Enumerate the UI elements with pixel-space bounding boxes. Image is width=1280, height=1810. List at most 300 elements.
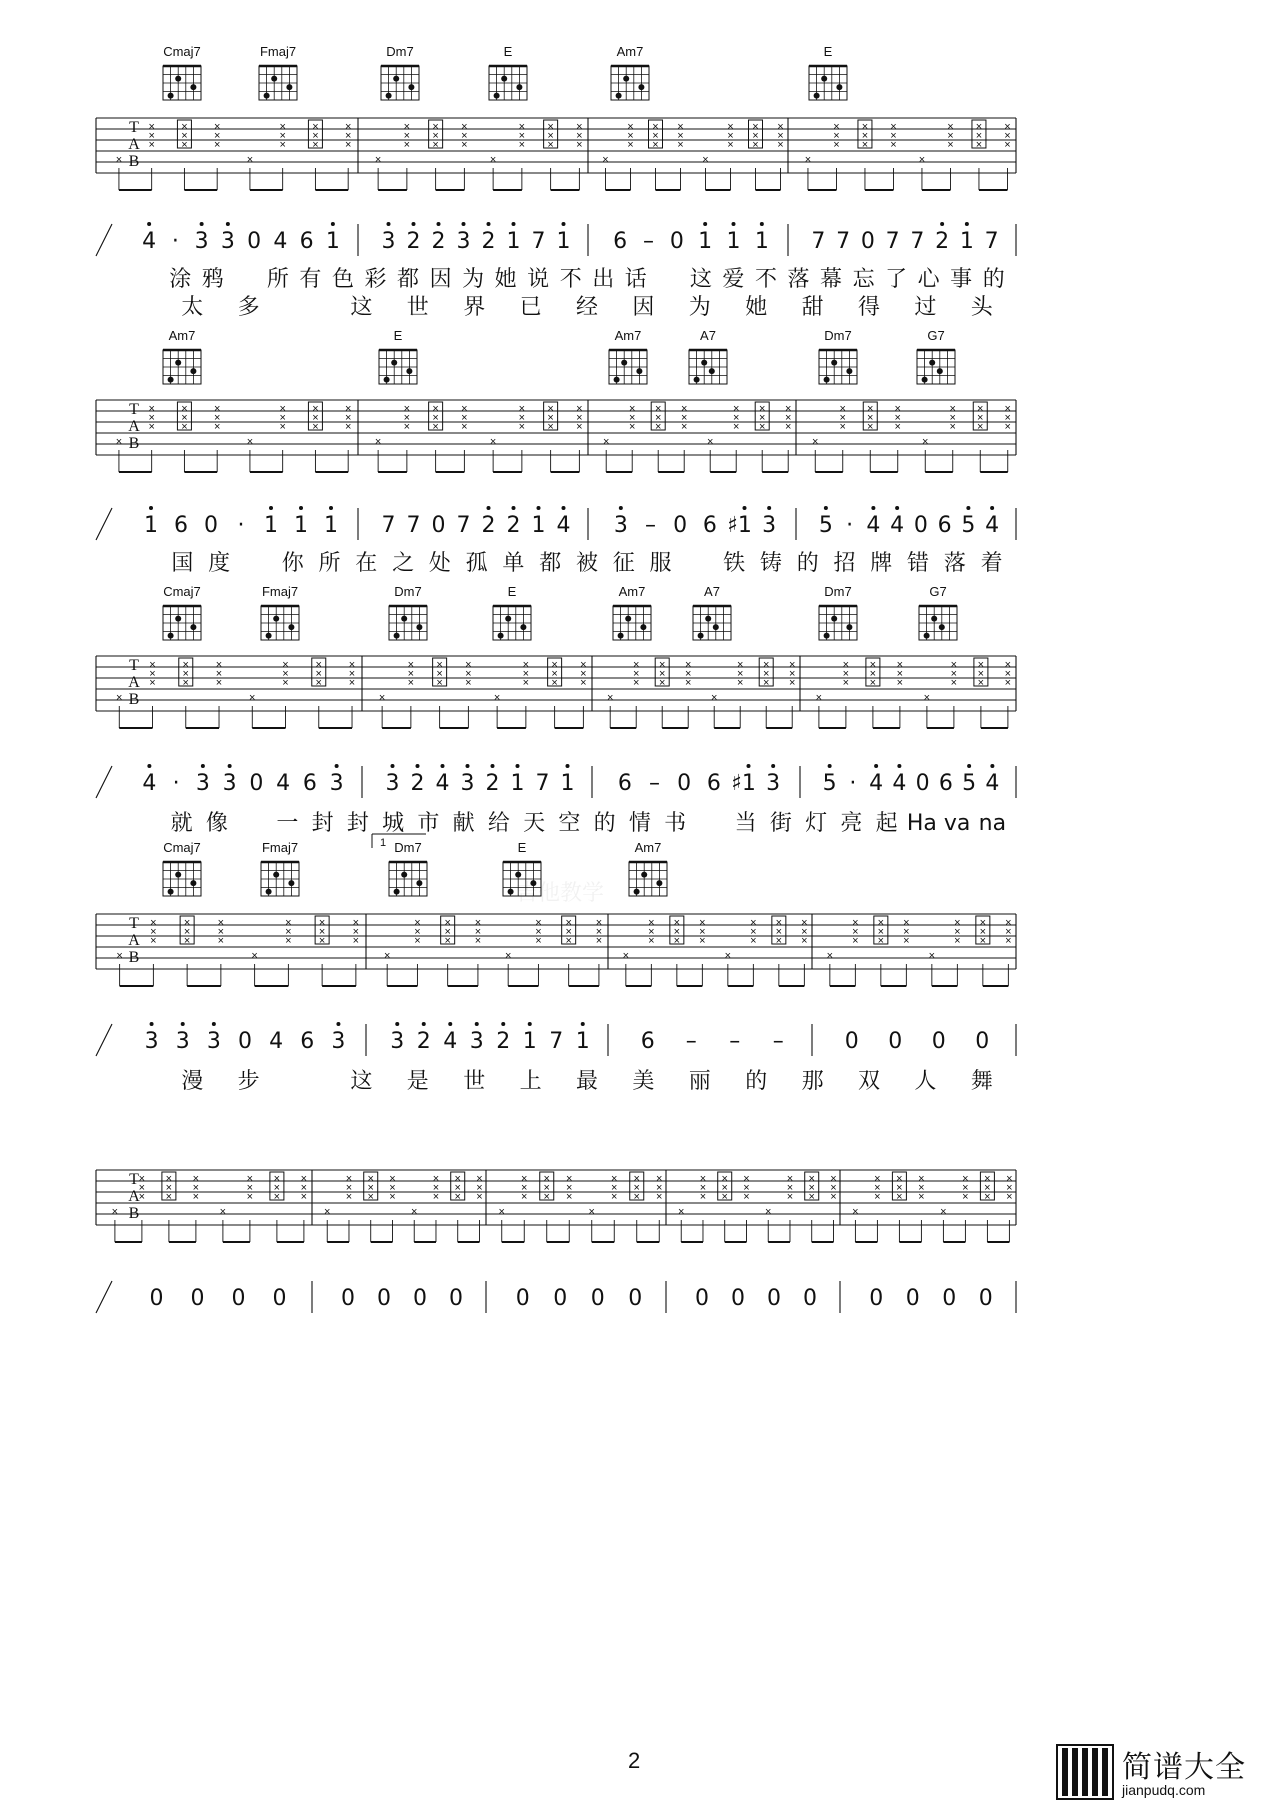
lyric-char: 最 [575,1069,599,1094]
mute-mark: × [348,668,356,680]
finger-dot [175,616,181,622]
octave-dot [391,764,395,768]
jianpu-barline [96,766,112,798]
chord-diagram [381,44,419,100]
lyric-char: 街 [769,811,792,836]
mute-mark: × [318,935,326,947]
mute-mark: × [656,1191,663,1203]
mute-mark: × [732,412,740,424]
mute-mark: × [632,677,640,689]
octave-dot [512,506,516,510]
mute-mark: × [279,130,286,142]
jianpu-note: 0 [731,1286,745,1311]
lyric-char: 那 [801,1069,824,1094]
lyric-char: 当 [734,811,757,836]
jianpu-note: 4 [273,229,288,254]
mute-mark: × [890,121,897,133]
jianpu-note: 4 [892,771,907,796]
mute-mark: × [652,139,659,151]
lyric-char: 她 [494,267,517,292]
mute-mark: × [874,1182,881,1194]
jianpu-note: 2 [935,229,950,254]
finger-dot [922,377,928,383]
mute-mark: × [461,421,468,433]
mute-mark: × [736,677,744,689]
mute-mark: × [648,917,655,929]
mute-mark: × [788,659,796,671]
tab-system-5 [96,1170,1016,1242]
mute-mark: × [752,130,759,142]
mute-mark: × [183,935,191,947]
chord-diagram [917,328,955,384]
site-logo [1056,1742,1271,1804]
mute-mark: × [183,917,191,929]
lyric-char: 国 [171,551,194,576]
jianpu-note: 0 [190,1286,205,1311]
finger-dot [614,377,620,383]
mute-mark: × [633,1182,640,1194]
mute-mark: × [432,412,439,424]
mute-mark: × [784,403,792,415]
lyric-char: Ha [906,811,937,836]
octave-dot [212,1022,216,1026]
mute-mark: × [732,421,740,433]
chord-diagram [611,44,649,100]
mute-mark: × [786,1191,794,1203]
jianpu-note: 3 [329,771,344,796]
lyric-char: 一 [276,811,299,836]
octave-dot [824,506,828,510]
mute-mark: × [315,668,322,680]
mute-mark: × [680,421,688,433]
jianpu-note: 6 [300,1029,315,1054]
bass-mark: × [702,154,709,166]
lyric-char: 她 [745,295,768,320]
octave-dot [475,1022,479,1026]
lyric-char: 事 [950,267,973,292]
mute-mark: × [432,1191,440,1203]
mute-mark: × [282,677,289,689]
mute-mark: × [182,677,189,689]
bass-mark: × [504,950,512,962]
jianpu-note: 4 [556,513,571,538]
tab-clef-B: B [128,153,140,170]
finger-dot [621,360,627,366]
mute-mark: × [367,1173,374,1185]
mute-mark: × [521,1182,528,1194]
lyric-char: 不 [559,267,582,292]
mute-mark: × [699,1182,707,1194]
jianpu-note: 3 [206,1029,221,1054]
bass-mark: × [115,154,123,166]
lyric-char: 经 [575,295,599,320]
mute-mark: × [318,926,326,938]
mute-mark: × [903,917,910,929]
finger-dot [713,624,719,630]
mute-mark: × [273,1182,281,1194]
mute-mark: × [345,1173,353,1185]
finger-dot [821,76,827,82]
lyric-char: 亮 [840,811,863,836]
octave-dot [491,764,495,768]
octave-dot [874,764,878,768]
mute-mark: × [518,139,526,151]
lyric-char: 双 [857,1069,881,1094]
jianpu-note: 0 [431,513,446,538]
mute-mark: × [842,659,850,671]
mute-mark: × [465,668,472,680]
mute-mark: × [1005,935,1012,947]
jianpu-note: 1 [324,513,338,538]
jianpu-note: 0 [975,1029,990,1054]
bass-mark: × [940,1206,947,1218]
mute-mark: × [344,403,352,415]
lyric-char: 太 [181,295,204,320]
finger-dot [190,84,196,90]
octave-dot [228,764,232,768]
octave-dot [437,222,441,226]
chord-name: Fmaj7 [261,840,299,855]
mute-mark: × [348,677,356,689]
lyric-char: 这 [350,295,373,320]
mute-mark: × [1004,412,1011,424]
mute-mark: × [476,1173,483,1185]
mute-mark: × [312,412,319,424]
jianpu-note: – [729,1029,741,1054]
jianpu-note: 0 [905,1286,920,1311]
piano-keys-icon [1056,1744,1114,1800]
mute-mark: × [213,139,221,151]
jianpu-line-5 [96,1281,1016,1313]
bass-mark: × [928,950,936,962]
mute-mark: × [947,121,954,133]
jianpu-note: 1 [522,1029,537,1054]
chord-diagram [389,584,427,640]
mute-mark: × [246,1191,254,1203]
lyric-char: 出 [592,267,615,292]
mute-mark: × [775,935,783,947]
mute-mark: × [565,926,572,938]
mute-mark: × [699,1173,707,1185]
octave-dot [226,222,230,226]
mute-mark: × [752,139,759,151]
chord-name: G7 [929,584,947,599]
octave-dot [562,222,566,226]
finger-dot [931,616,937,622]
finger-dot [273,872,279,878]
mute-mark: × [861,130,869,142]
jianpu-note: 1 [531,513,546,538]
mute-mark: × [633,1173,640,1185]
octave-dot [512,222,516,226]
jianpu-note: – [685,1029,697,1054]
mute-mark: × [213,121,221,133]
jianpu-note: ♯1 [731,771,756,796]
bass-mark: × [219,1206,227,1218]
jianpu-note: 7 [381,513,396,538]
lyric-char: 这 [350,1069,373,1094]
mute-mark: × [743,1182,750,1194]
finger-dot [709,368,715,374]
jianpu-note: 0 [590,1286,605,1311]
mute-mark: × [977,659,985,671]
mute-mark: × [181,403,188,415]
tab-clef-B: B [128,1205,140,1222]
mute-mark: × [344,139,352,151]
mute-mark: × [279,403,286,415]
tab-clef-B: B [128,691,140,708]
mute-mark: × [182,668,189,680]
jianpu-note: 1 [698,229,713,254]
mute-mark: × [148,130,155,142]
mute-mark: × [432,139,439,151]
mute-mark: × [896,1173,903,1185]
octave-dot [181,1022,185,1026]
jianpu-note: 1 [560,771,575,796]
mute-mark: × [762,677,770,689]
finger-dot [831,360,837,366]
mute-mark: × [436,668,443,680]
jianpu-note: 7 [531,229,546,254]
mute-mark: × [861,121,869,133]
jianpu-note: 3 [469,1029,484,1054]
lyric-char: 度 [208,551,231,576]
jianpu-note: 3 [144,1029,159,1054]
mute-mark: × [962,1182,969,1194]
jianpu-note: 7 [910,229,925,254]
lyric-char: 世 [463,1069,486,1094]
mute-mark: × [547,403,554,415]
lyric-char: 像 [205,811,228,836]
mute-mark: × [979,935,987,947]
mute-mark: × [518,130,526,142]
finger-dot [386,93,392,99]
octave-dot [329,506,333,510]
chord-diagram [379,328,417,384]
lyric-char: 被 [575,551,599,576]
bass-mark: × [116,692,123,704]
tab-clef-A: A [128,136,140,153]
mute-mark: × [648,926,655,938]
mute-mark: × [595,935,603,947]
mute-mark: × [345,1191,353,1203]
mute-mark: × [762,668,770,680]
lyric-char: 这 [689,267,712,292]
mute-mark: × [465,677,472,689]
mute-mark: × [476,1191,483,1203]
mute-mark: × [633,1191,640,1203]
bass-mark: × [922,436,929,448]
jianpu-note: 3 [613,513,628,538]
mute-mark: × [777,130,784,142]
finger-dot [288,624,294,630]
mute-mark: × [896,659,904,671]
lyric-char: 得 [857,295,881,320]
page-number: 2 [628,1748,641,1773]
finger-dot [824,377,830,383]
mute-mark: × [522,668,530,680]
finger-dot [384,377,390,383]
mute-mark: × [658,677,666,689]
mute-mark: × [611,1191,618,1203]
octave-dot [387,222,391,226]
mute-mark: × [576,139,583,151]
jianpu-note: 0 [413,1286,427,1311]
octave-dot [416,764,420,768]
mute-mark: × [950,677,958,689]
mute-mark: × [890,139,897,151]
mute-mark: × [566,1173,573,1185]
mute-mark: × [215,677,223,689]
mute-mark: × [444,926,451,938]
lyric-char: 空 [558,811,581,836]
mute-mark: × [518,412,526,424]
mute-mark: × [743,1191,750,1203]
finger-dot [846,624,852,630]
finger-dot [273,616,279,622]
jianpu-note: 0 [272,1286,287,1311]
finger-dot [501,76,507,82]
mute-mark: × [432,1182,440,1194]
jianpu-note: 1 [506,229,521,254]
mute-mark: × [595,926,603,938]
chord-diagram [693,584,731,640]
mute-mark: × [432,121,439,133]
mute-mark: × [611,1182,618,1194]
mute-mark: × [721,1191,728,1203]
mute-mark: × [522,677,530,689]
watermark: 吉他教学 [515,881,605,906]
jianpu-note: 1 [325,229,340,254]
mute-mark: × [148,412,155,424]
mute-mark: × [743,1173,750,1185]
lyric-char: 铁 [723,551,746,576]
finger-dot [175,76,181,82]
jianpu-note: 7 [811,229,826,254]
octave-dot [897,764,901,768]
mute-mark: × [318,917,326,929]
mute-mark: × [1004,139,1011,151]
jianpu-note: 4 [276,771,291,796]
finger-dot [705,616,711,622]
jianpu-note: · [849,771,857,796]
chord-name: Cmaj7 [163,840,201,855]
lyric-char: 的 [982,267,1005,292]
mute-mark: × [183,926,191,938]
octave-dot [395,1022,399,1026]
mute-mark: × [213,412,221,424]
finger-dot [406,368,412,374]
jianpu-note: 4 [869,771,884,796]
jianpu-note: 2 [410,771,425,796]
lyric-char: 单 [502,551,525,576]
lyric-char: 不 [754,267,777,292]
finger-dot [271,76,277,82]
mute-mark: × [547,139,554,151]
mute-mark: × [652,130,659,142]
jianpu-note: 3 [220,229,235,254]
mute-mark: × [535,926,542,938]
jianpu-note: 2 [496,1029,511,1054]
jianpu-note: 0 [695,1286,709,1311]
jianpu-note: 0 [669,229,684,254]
bass-mark: × [411,1206,418,1218]
octave-dot [487,506,491,510]
mute-mark: × [576,121,583,133]
mute-mark: × [736,668,744,680]
jianpu-note: 2 [485,771,500,796]
mute-mark: × [149,677,156,689]
mute-mark: × [213,403,221,415]
mute-mark: × [842,677,850,689]
finger-dot [520,624,526,630]
mute-mark: × [551,659,558,671]
mute-mark: × [984,1182,991,1194]
mute-mark: × [345,1182,353,1194]
mute-mark: × [282,659,289,671]
jianpu-note: 3 [222,771,237,796]
jianpu-note: 0 [515,1286,530,1311]
bass-mark: × [602,154,609,166]
mute-mark: × [565,917,572,929]
mute-mark: × [192,1182,200,1194]
bass-mark: × [710,692,718,704]
finger-dot [168,377,174,383]
jianpu-note: 0 [628,1286,643,1311]
finger-dot [288,880,294,886]
mute-mark: × [543,1191,550,1203]
mute-mark: × [918,1191,925,1203]
mute-mark: × [407,677,415,689]
jianpu-note: 0 [231,1286,246,1311]
mute-mark: × [432,1173,440,1185]
chord-name: E [503,44,513,59]
jianpu-note: 0 [767,1286,781,1311]
mute-mark: × [947,139,954,151]
jianpu-note: 0 [844,1029,859,1054]
lyric-char: 鸦 [201,267,224,292]
mute-mark: × [403,412,411,424]
finger-dot [636,368,642,374]
jianpu-note: 0 [942,1286,957,1311]
finger-dot [508,889,514,895]
chord-name: Fmaj7 [261,584,299,599]
mute-mark: × [808,1182,815,1194]
jianpu-note: 7 [836,229,851,254]
mute-mark: × [721,1182,728,1194]
lyric-char: 丽 [688,1069,711,1094]
mute-mark: × [367,1182,374,1194]
mute-mark: × [300,1173,308,1185]
mute-mark: × [148,121,155,133]
mute-mark: × [432,403,439,415]
mute-mark: × [181,421,188,433]
lyric-char: 城 [382,811,405,836]
mute-mark: × [138,1182,146,1194]
mute-mark: × [285,926,292,938]
lyric-char: 都 [397,267,420,292]
mute-mark: × [830,1191,837,1203]
lyric-char: 所 [266,267,289,292]
mute-mark: × [699,1191,707,1203]
bass-mark: × [374,154,382,166]
octave-dot [940,222,944,226]
mute-mark: × [344,412,352,424]
mute-mark: × [954,917,961,929]
mute-mark: × [721,1173,728,1185]
mute-mark: × [217,917,225,929]
mute-mark: × [547,121,554,133]
